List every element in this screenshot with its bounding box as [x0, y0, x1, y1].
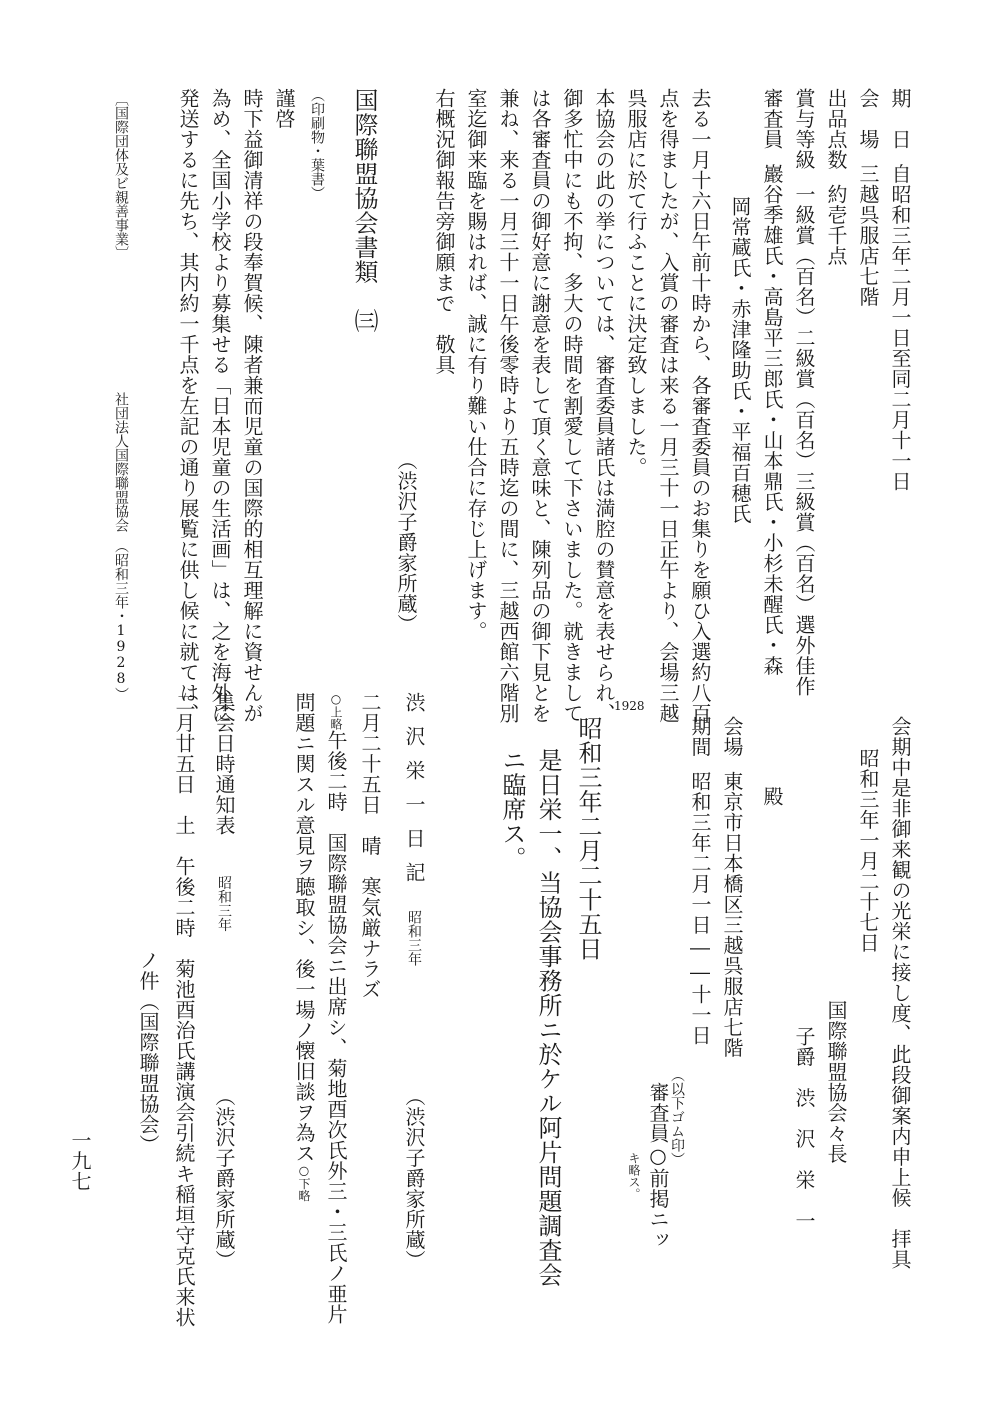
judges-note-cont: キ略ス。	[627, 1152, 641, 1200]
judges-value: 巖谷季雄氏・高島平三郎氏・山本鼎氏・小杉未醒氏・森	[760, 163, 784, 676]
sender-org: 国際聯盟協会々長	[824, 1000, 848, 1164]
page-number: 一九七	[68, 1130, 92, 1192]
body-line: 室迄御来臨を賜はれば、誠に有り難い仕合に存じ上げます。	[464, 88, 488, 642]
source-note-2: （渋沢子爵家所蔵）	[402, 1086, 426, 1271]
omission-note-above: ○上略	[329, 692, 343, 730]
body-line: 本協会の此の挙については、審査委員諸氏は満腔の賛意を表せられ、	[592, 88, 616, 724]
diary-line-text-2: 問題ニ関スル意見ヲ聴取シ、後一場ノ懐旧談ヲ為ス	[292, 692, 316, 1164]
entry-date: 昭和三年二月二十五日	[574, 716, 602, 961]
closing-line: 会期中是非御来観の光栄に接し度、此段御案内申上候 拝具	[888, 716, 912, 1270]
body-line: 点を得ましたが、入賞の審査は来る一月三十一日正午より、会場三越	[656, 88, 680, 724]
judges-label: 審査員	[760, 88, 784, 150]
period-row	[890, 88, 910, 492]
awards-row	[794, 88, 814, 697]
diary-title: 渋沢栄一日記	[402, 692, 426, 896]
letter-date: 昭和三年一月二十七日	[856, 748, 880, 953]
entry-line: 是日栄一、当協会事務所ニ於ケル阿片問題調査会	[534, 748, 562, 1287]
stamp-note: （以下ゴム印）	[669, 1068, 685, 1166]
diary-line-cont	[294, 692, 314, 1202]
judges-row	[762, 88, 782, 676]
lower-venue-value: 東京市日本橋区三越呉服店七階	[720, 771, 744, 1058]
footer-category: 〔国際団体及ビ親善事業〕	[113, 92, 129, 260]
letter-line: 発送するに先ち、其内約一千点を左記の通り展覧に供し候に就ては、	[176, 88, 200, 724]
diary-line	[326, 692, 346, 1325]
lower-period-value: 昭和三年二月一日――十一日	[688, 771, 712, 1046]
period-label: 期 日	[888, 88, 912, 150]
notice-year: 昭和三年	[216, 875, 232, 932]
section-title: 国際聯盟協会書類 ㈢	[350, 88, 378, 333]
count-value: 約壱千点	[824, 184, 848, 266]
lower-venue-label: 会場	[720, 716, 744, 757]
greeting: 謹啓	[272, 88, 296, 129]
body-line: 呉服店に於て行ふことに決定致しました。	[624, 88, 648, 478]
source-note: （渋沢子爵家所蔵）	[394, 450, 418, 635]
year-label: 1928	[614, 699, 645, 713]
awards-label: 賞与等級	[792, 88, 816, 170]
letter-line: 時下益御清祥の段奉賀候、陳者兼而児童の国際的相互理解に資せんが	[240, 88, 264, 724]
lower-period-label: 期間	[688, 716, 712, 757]
entry-line-cont: ニ臨席ス。	[498, 748, 526, 871]
venue-row	[858, 88, 878, 307]
lower-venue-row	[722, 716, 742, 1058]
lower-period-row	[690, 716, 710, 1046]
notice-title-row	[214, 692, 234, 932]
body-line: 右概況御報告旁御願まで 敬具	[432, 88, 456, 375]
footer-org: 社団法人国際聯盟協会 （昭和三年・1928）	[113, 392, 129, 701]
notice-line-cont: ノ件（国際聯盟協会）	[136, 950, 160, 1155]
addressee: 殿	[760, 786, 784, 807]
judges-note: 審査員○前掲ニッ	[646, 1082, 670, 1250]
notice-title: 集会日時通知表	[212, 692, 236, 836]
source-note-3: （渋沢子爵家所蔵）	[212, 1086, 236, 1271]
body-line: 兼ね、来る一月三十一日午後零時より五時迄の間に、三越西館六階別	[496, 88, 520, 724]
diary-date: 二月二十五日 晴 寒気厳ナラズ	[358, 692, 382, 1000]
body-line: 去る一月十六日午前十時から、各審査委員のお集りを願ひ入選約八百	[688, 88, 712, 724]
letter-line: 為め、全国小学校より募集せる「日本児童の生活画」は、之を海外に	[208, 88, 232, 724]
section-note: （印刷物・葉書）	[309, 88, 325, 200]
body-line: は各審査員の御好意に謝意を表して頂く意味と、陳列品の御下見とを	[528, 88, 552, 724]
omission-note-below: ○下略	[297, 1163, 311, 1202]
count-label: 出品点数	[824, 88, 848, 170]
diary-title-row	[404, 692, 424, 966]
diary-year: 昭和三年	[406, 910, 422, 966]
awards-value: 一級賞（百名）二級賞（百名）三級賞（百名）選外佳作	[792, 184, 816, 697]
diary-line-text: 午後二時 国際聯盟協会ニ出席シ、菊地酉次氏外三・三氏ノ亜片	[324, 730, 348, 1325]
period-value: 自昭和三年二月一日至同二月十一日	[888, 163, 912, 492]
venue-label: 会 場	[856, 88, 880, 150]
sender-name: 子爵 渋 沢 栄 一	[792, 1026, 816, 1231]
body-line: 御多忙中にも不拘、多大の時間を割愛して下さいました。就きまして	[560, 88, 584, 724]
venue-value: 三越呉服店七階	[856, 163, 880, 307]
count-row	[826, 88, 846, 266]
notice-line: 二月廿五日 土 午後二時 菊池酉治氏講演会引続キ稲垣守克氏来状	[172, 692, 196, 1328]
judges-continued: 岡常蔵氏・赤津隆助氏・平福百穂氏	[728, 196, 752, 524]
